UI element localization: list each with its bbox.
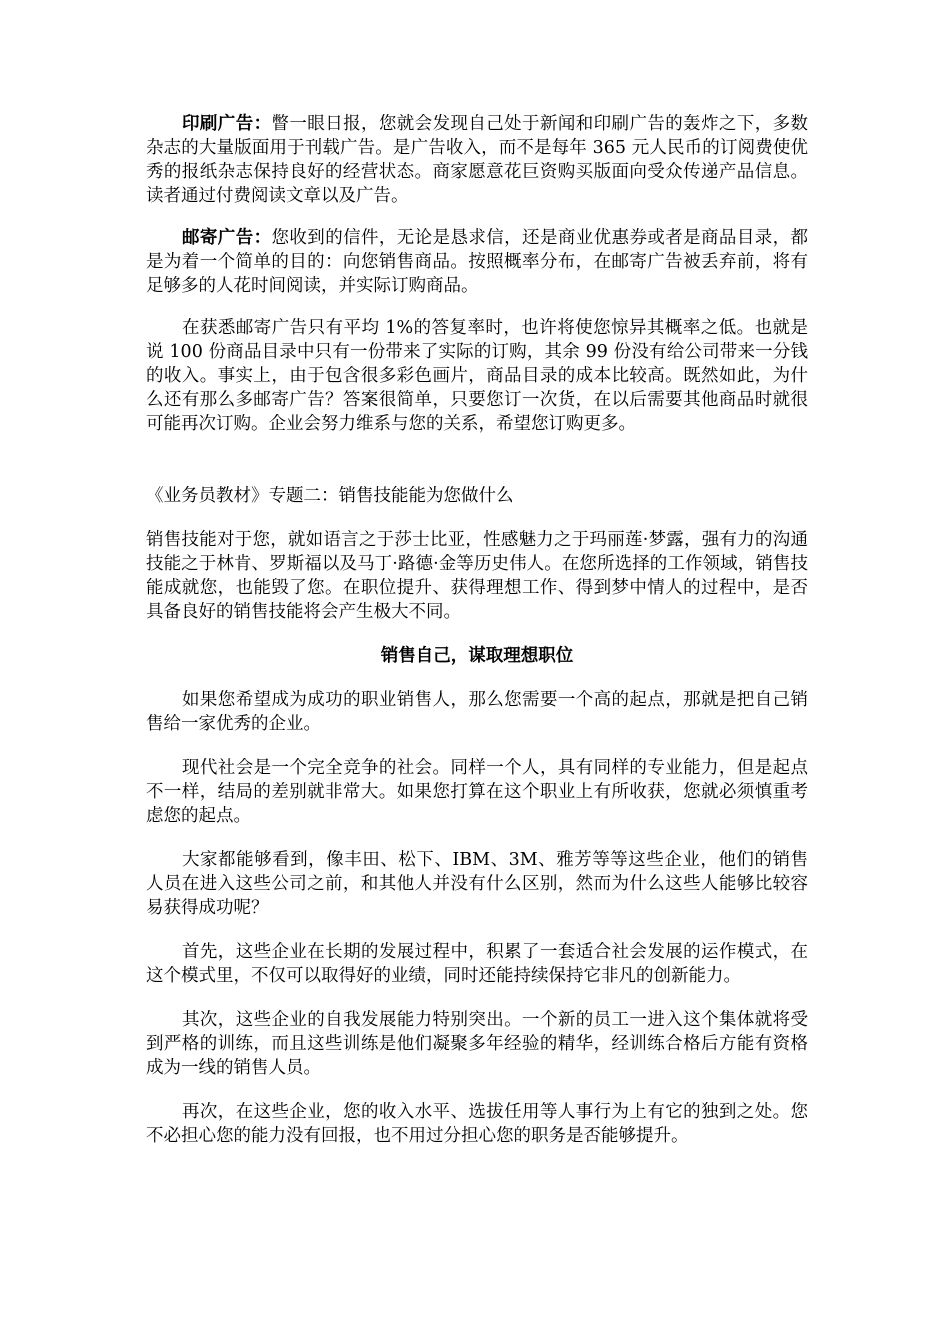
paragraph-print-ads [146,112,808,208]
paragraph-third: 再次，在这些企业，您的收入水平、选拔任用等人事行为上有它的独到之处。您不必担心您的能力没有回报，也不用过分担心您的职务是否能够提升。 [146,1102,808,1146]
document-page [146,112,808,1148]
paragraph-mail-ads [146,226,808,298]
topic-title: 《业务员教材》专题二：销售技能能为您做什么 [146,486,514,506]
print-ads-body: 瞥一眼日报，您就会发现自己处于新闻和印刷广告的轰炸之下，多数杂志的大量版面用于刊载广告。是广告收入，而不是每年 365 元人民币的订阅费使优秀的报纸杂志保持良好的经营状态。商家愿意花巨资购买版面向受众传递产品信息。读者通过付费阅读文章以及广告。 [146,114,809,206]
paragraph-high-start: 如果您希望成为成功的职业销售人，那么您需要一个高的起点，那就是把自己销售给一家优秀的企业。 [146,690,808,734]
print-ads-label: 印刷广告： [182,114,272,134]
paragraph-competition: 现代社会是一个完全竞争的社会。同样一个人，具有同样的专业能力，但是起点不一样，结局的差别就非常大。如果您打算在这个职业上有所收获，您就必须慎重考虑您的起点。 [146,758,808,826]
paragraph-second: 其次，这些企业的自我发展能力特别突出。一个新的员工一进入这个集体就将受到严格的训练，而且这些训练是他们凝聚多年经验的精华，经训练合格后方能有资格成为一线的销售人员。 [146,1010,808,1078]
paragraph-response-rate: 在获悉邮寄广告只有平均 1%的答复率时，也许将使您惊异其概率之低。也就是说 100 份商品目录中只有一份带来了实际的订购，其余 99 份没有给公司带来一分钱的收入。事实上，由于包含很多彩色画片，商品目录的成本比较高。既然如此，为什么还有那么多邮寄广告？答案很简单，只要您订一次货，在以后需要其他商品时就很可能再次订购。企业会努力维系与您的关系，希望您订购更多。 [146,318,808,434]
mail-ads-label: 邮寄广告： [182,228,272,248]
section-heading: 销售自己，谋取理想职位 [380,646,574,666]
paragraph-sales-skills: 销售技能对于您，就如语言之于莎士比亚，性感魅力之于玛丽莲·梦露，强有力的沟通技能之于林肯、罗斯福以及马丁·路德·金等历史伟人。在您所选择的工作领域，销售技能成就您，也能毁了您。在职位提升、获得理想工作、得到梦中情人的过程中，是否具备良好的销售技能将会产生极大不同。 [146,530,808,622]
paragraph-companies: 大家都能够看到，像丰田、松下、IBM、3M、雅芳等等这些企业，他们的销售人员在进入这些公司之前，和其他人并没有什么区别，然而为什么这些人能够比较容易获得成功呢？ [146,850,808,918]
mail-ads-body: 您收到的信件，无论是恳求信，还是商业优惠券或者是商品目录，都是为着一个简单的目的：向您销售商品。按照概率分布，在邮寄广告被丢弃前，将有足够多的人花时间阅读，并实际订购商品。 [146,228,809,296]
paragraph-first: 首先，这些企业在长期的发展过程中，积累了一套适合社会发展的运作模式，在这个模式里，不仅可以取得好的业绩，同时还能持续保持它非凡的创新能力。 [146,942,808,986]
